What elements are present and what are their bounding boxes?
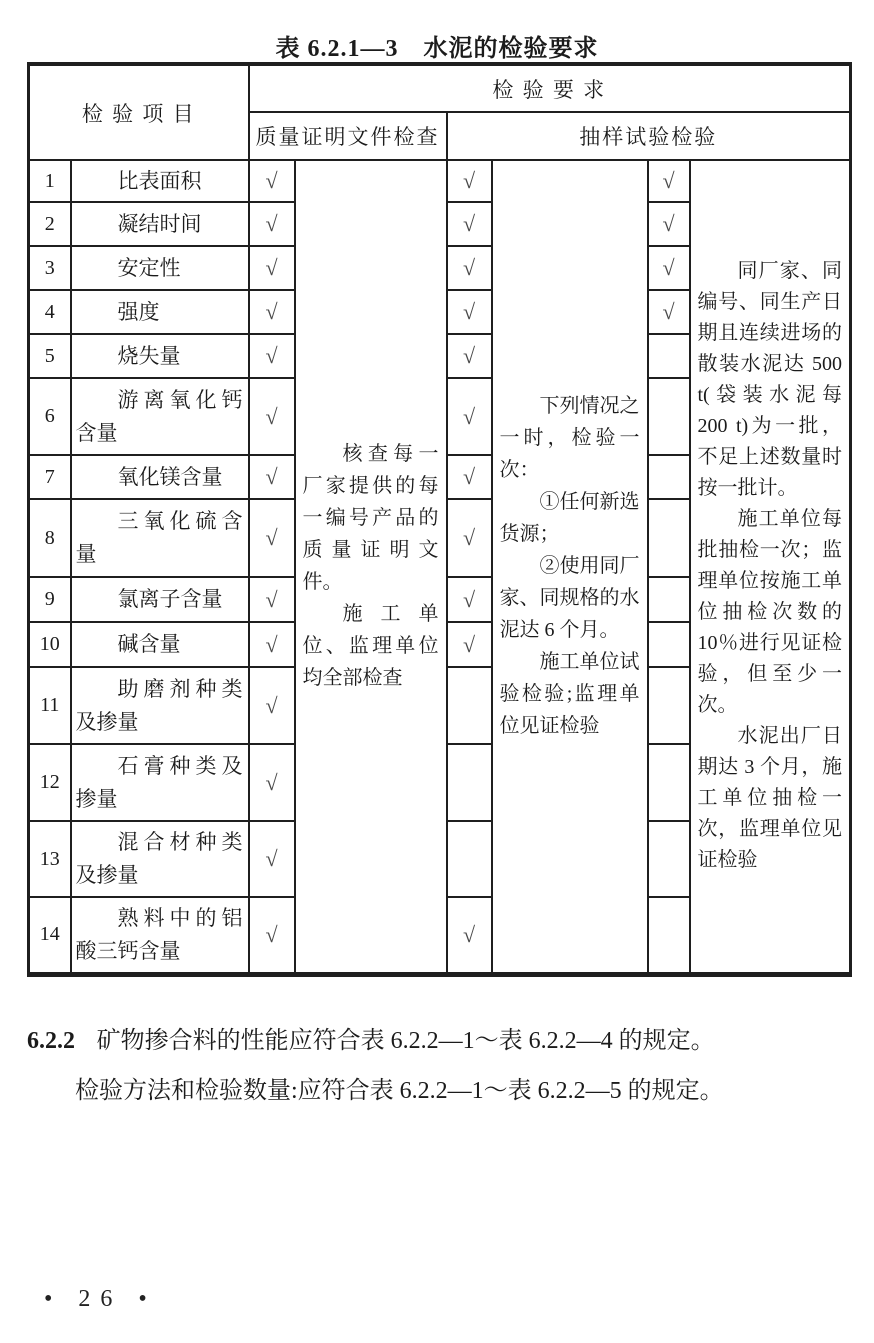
- doc-checkmark: √: [249, 897, 295, 974]
- doc-checkmark: √: [249, 334, 295, 378]
- batch-checkmark: [648, 622, 690, 667]
- row-item: 助磨剂种类及掺量: [71, 667, 249, 744]
- row-no: 1: [29, 160, 71, 202]
- batch-checkmark: [648, 378, 690, 455]
- sample-checkmark: [447, 667, 492, 744]
- doc-checkmark: √: [249, 577, 295, 622]
- sampling-note-paragraph: 施工单位试验检验;监理单位见证检验: [499, 651, 640, 738]
- row-item: 混合材种类及掺量: [71, 821, 249, 897]
- section-body: 矿物掺合料的性能应符合表 6.2.2—1～表 6.2.2—4 的规定。: [96, 1028, 715, 1054]
- doc-note-paragraph: 核查每一厂家提供的每一编号产品的质量证明文件。: [302, 443, 439, 594]
- row-no: 6: [29, 378, 71, 455]
- row-no: 8: [29, 499, 71, 577]
- doc-checkmark: √: [249, 378, 295, 455]
- doc-checkmark: √: [249, 821, 295, 897]
- row-no: 10: [29, 622, 71, 667]
- batch-note-paragraph: 水泥出厂日期达 3 个月，施工单位抽检一次，监理单位见证检验: [697, 725, 842, 872]
- doc-checkmark: √: [249, 499, 295, 577]
- sample-checkmark: [447, 821, 492, 897]
- batch-checkmark: √: [648, 290, 690, 334]
- cement-inspection-table: [27, 62, 852, 977]
- doc-checkmark: √: [249, 246, 295, 290]
- sampling-note-paragraph: ①任何新选货源；: [499, 491, 640, 546]
- sample-checkmark: √: [447, 334, 492, 378]
- doc-checkmark: √: [249, 202, 295, 246]
- sample-checkmark: √: [447, 897, 492, 974]
- row-item: 三氧化硫含量: [71, 499, 249, 577]
- row-no: 9: [29, 577, 71, 622]
- row-no: 13: [29, 821, 71, 897]
- batch-note-cell: [690, 160, 851, 974]
- section-text: [27, 1016, 849, 1116]
- batch-checkmark: √: [648, 246, 690, 290]
- header-inspection-items: 检 验 项 目: [29, 64, 249, 160]
- row-item: 烧失量: [71, 334, 249, 378]
- row-item: 氯离子含量: [71, 577, 249, 622]
- page-number: • 26 •: [44, 1286, 157, 1312]
- batch-note-paragraph: 同厂家、同编号、同生产日期且连续进场的散装水泥达 500 t(袋装水泥每 200 t)为一批，不足上述数量时按一批计。: [697, 260, 842, 500]
- row-no: 14: [29, 897, 71, 974]
- table-row: [29, 160, 851, 202]
- batch-checkmark: √: [648, 202, 690, 246]
- sampling-note-paragraph: ②使用同厂家、同规格的水泥达 6 个月。: [499, 555, 640, 642]
- doc-checkmark: √: [249, 290, 295, 334]
- section-6-2-2-paragraph: [27, 1016, 849, 1066]
- batch-checkmark: [648, 667, 690, 744]
- batch-checkmark: [648, 334, 690, 378]
- table-title: 表 6.2.1—3 水泥的检验要求: [275, 36, 599, 62]
- row-item: 熟料中的铝酸三钙含量: [71, 897, 249, 974]
- section-number: 6.2.2: [27, 1028, 75, 1054]
- row-no: 4: [29, 290, 71, 334]
- sample-checkmark: √: [447, 202, 492, 246]
- row-item: 碱含量: [71, 622, 249, 667]
- row-item: 游离氧化钙含量: [71, 378, 249, 455]
- row-item: 氧化镁含量: [71, 455, 249, 499]
- batch-checkmark: [648, 821, 690, 897]
- sampling-note-cell: [492, 160, 648, 974]
- row-no: 3: [29, 246, 71, 290]
- batch-checkmark: [648, 455, 690, 499]
- doc-checkmark: √: [249, 667, 295, 744]
- sample-checkmark: [447, 744, 492, 821]
- batch-checkmark: [648, 577, 690, 622]
- sample-checkmark: √: [447, 499, 492, 577]
- header-quality-doc-check: 质量证明文件检查: [249, 112, 447, 160]
- sample-checkmark: √: [447, 246, 492, 290]
- batch-note-paragraph: 施工单位每批抽检一次；监理单位按施工单位抽检次数的 10％进行见证检验，但至少一次。: [697, 508, 842, 717]
- doc-checkmark: √: [249, 160, 295, 202]
- doc-checkmark: √: [249, 455, 295, 499]
- row-item: 凝结时间: [71, 202, 249, 246]
- doc-checkmark: √: [249, 744, 295, 821]
- batch-checkmark: [648, 744, 690, 821]
- row-item: 石膏种类及掺量: [71, 744, 249, 821]
- row-item: 比表面积: [71, 160, 249, 202]
- row-no: 11: [29, 667, 71, 744]
- doc-note-paragraph: 施工单位、监理单位均全部检查: [302, 603, 439, 690]
- row-item: 强度: [71, 290, 249, 334]
- header-sampling-test: 抽样试验检验: [447, 112, 851, 160]
- row-item: 安定性: [71, 246, 249, 290]
- sample-checkmark: √: [447, 577, 492, 622]
- batch-checkmark: [648, 499, 690, 577]
- doc-checkmark: √: [249, 622, 295, 667]
- row-no: 7: [29, 455, 71, 499]
- batch-checkmark: [648, 897, 690, 974]
- header-inspection-requirements: 检 验 要 求: [249, 64, 851, 112]
- sample-checkmark: √: [447, 378, 492, 455]
- batch-checkmark: √: [648, 160, 690, 202]
- row-no: 12: [29, 744, 71, 821]
- row-no: 5: [29, 334, 71, 378]
- doc-note-cell: [295, 160, 447, 974]
- sample-checkmark: √: [447, 455, 492, 499]
- sampling-note-paragraph: 下列情况之一时，检验一次：: [499, 395, 640, 482]
- inspection-method-paragraph: 检验方法和检验数量:应符合表 6.2.2—1～表 6.2.2—5 的规定。: [75, 1078, 724, 1104]
- row-no: 2: [29, 202, 71, 246]
- sample-checkmark: √: [447, 290, 492, 334]
- sample-checkmark: √: [447, 160, 492, 202]
- sample-checkmark: √: [447, 622, 492, 667]
